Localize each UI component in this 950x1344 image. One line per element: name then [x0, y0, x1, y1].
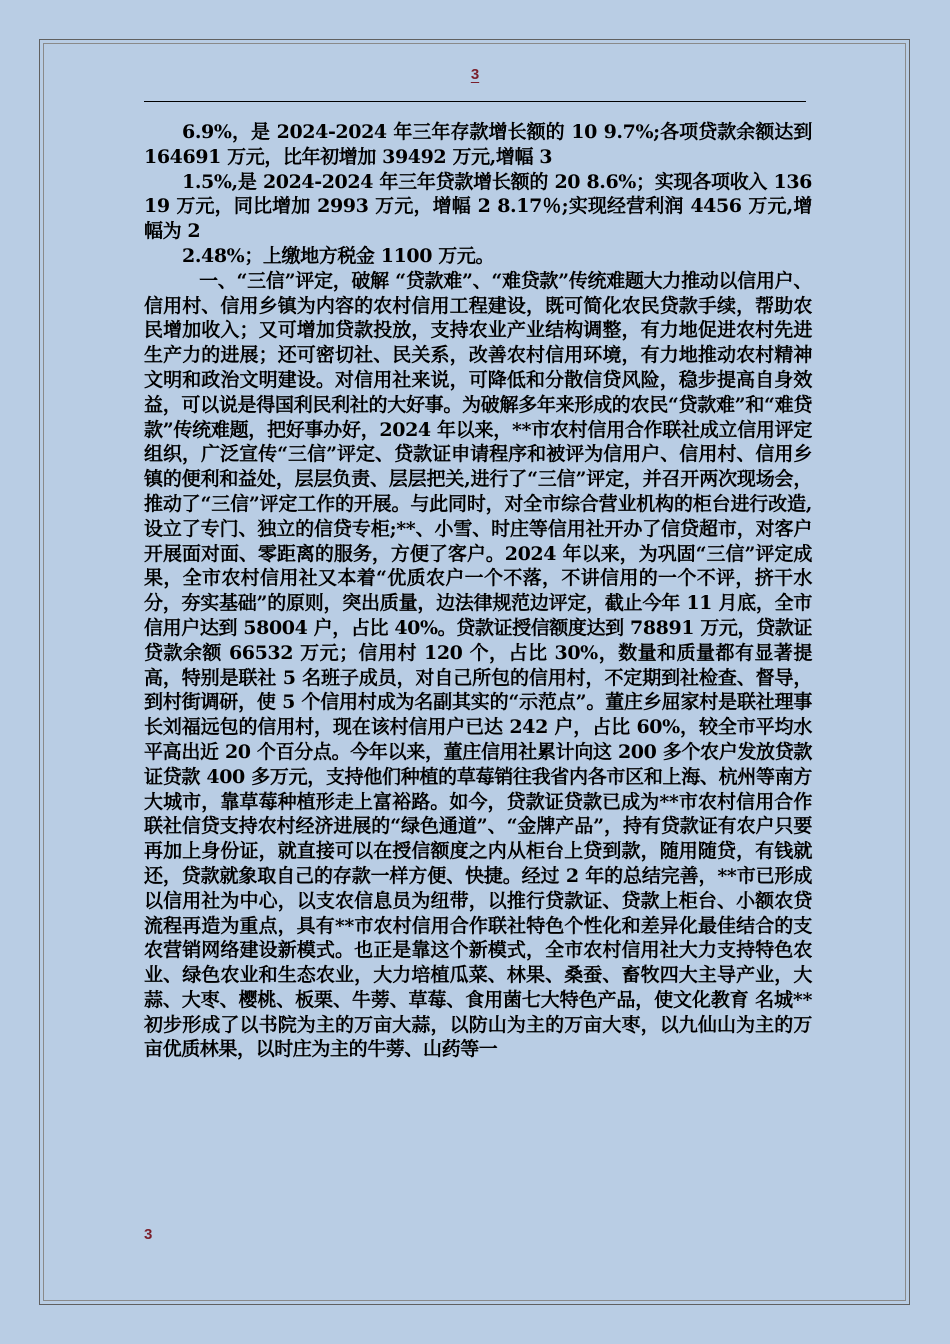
footer-page-number: 3 [144, 1226, 153, 1243]
header-rule [144, 101, 806, 102]
paragraph-2: 1.5%,是 2024-2024 年三年贷款增长额的 20 8.6%；实现各项收入 13619 万元，同比增加 2993 万元，增幅 2 8.17％;实现经营利润 4456 万元,增幅为 2 [144, 170, 812, 243]
document-body [144, 120, 812, 1062]
paragraph-4: 一、“三信”评定，破解 “贷款难”、“难贷款”传统难题大力推动以信用户、信用村、信用乡镇为内容的农村信用工程建设，既可简化农民贷款手续，帮助农民增加收入；又可增加贷款投放，支持农业产业结构调整，有力地促进农村先进生产力的进展；还可密切社、民关系，改善农村信用环境，有力地推动农村精神文明和政治文明建设。对信用社来说，可降低和分散信贷风险，稳步提高自身效益，可以说是得国利民利社的大好事。为破解多年来形成的农民“贷款难”和“难贷款”传统难题，把好事办好，2024 年以来，**市农村信用合作联社成立信用评定组织，广泛宣传“三信”评定、贷款证申请程序和被评为信用户、信用村、信用乡镇的便利和益处，层层负责、层层把关,进行了“三信”评定，并召开两次现场会，推动了“三信”评定工作的开展。与此同时，对全市综合营业机构的柜台进行改造,设立了专门、独立的信贷专柜;**、小雪、时庄等信用社开办了信贷超市，对客户开展面对面、零距离的服务，方便了客户。2024 年以来，为巩固“三信”评定成果，全市农村信用社又本着“优质农户一个不落，不讲信用的一个不评，挤干水分，夯实基础”的原则，突出质量，边法律规范边评定，截止今年 11 月底，全市信用户达到 58004 户，占比 40%。贷款证授信额度达到 78891 万元，贷款证贷款余额 66532 万元；信用村 120 个，占比 30%，数量和质量都有显著提高，特别是联社 5 名班子成员，对自己所包的信用村，不定期到社检查、督导，到村街调研，使 5 个信用村成为名副其实的“示范点”。董庄乡屈家村是联社理事长刘福远包的信用村，现在该村信用户已达 242 户，占比 60%，较全市平均水平高出近 20 个百分点。今年以来，董庄信用社累计向这 200 多个农户发放贷款证贷款 400 多万元，支持他们种植的草莓销往我省内各市区和上海、杭州等南方大城市，靠草莓种植形走上富裕路。如今，贷款证贷款已成为**市农村信用合作联社信贷支持农村经济进展的“绿色通道”、“金牌产品”，持有贷款证有农户只要再加上身份证，就直接可以在授信额度之内从柜台上贷到款，随用随贷，有钱就还，贷款就象取自己的存款一样方便、快捷。经过 2 年的总结完善，**市已形成以信用社为中心，以支农信息员为纽带，以推行贷款证、贷款上柜台、小额农贷流程再造为重点，具有**市农村信用合作联社特色个性化和差异化最佳结合的支农营销网络建设新模式。也正是靠这个新模式，全市农村信用社大力支持特色农业、绿色农业和生态农业，大力培植瓜菜、林果、桑蚕、畜牧四大主导产业，大蒜、大枣、樱桃、板栗、牛蒡、草莓、食用菌七大特色产品，使文化教育 名城**初步形成了以书院为主的万亩大蒜，以防山为主的万亩大枣，以九仙山为主的万亩优质林果，以时庄为主的牛蒡、山药等一 [144, 269, 812, 1061]
paragraph-3: 2.48%；上缴地方税金 1100 万元。 [182, 244, 495, 267]
header-page-number [0, 66, 950, 83]
header-page-number-text: 3 [470, 66, 480, 83]
paragraph-1: 6.9%，是 2024-2024 年三年存款增长额的 10 9.7%;各项贷款余额达到 164691 万元，比年初增加 39492 万元,增幅 3 [144, 121, 812, 168]
